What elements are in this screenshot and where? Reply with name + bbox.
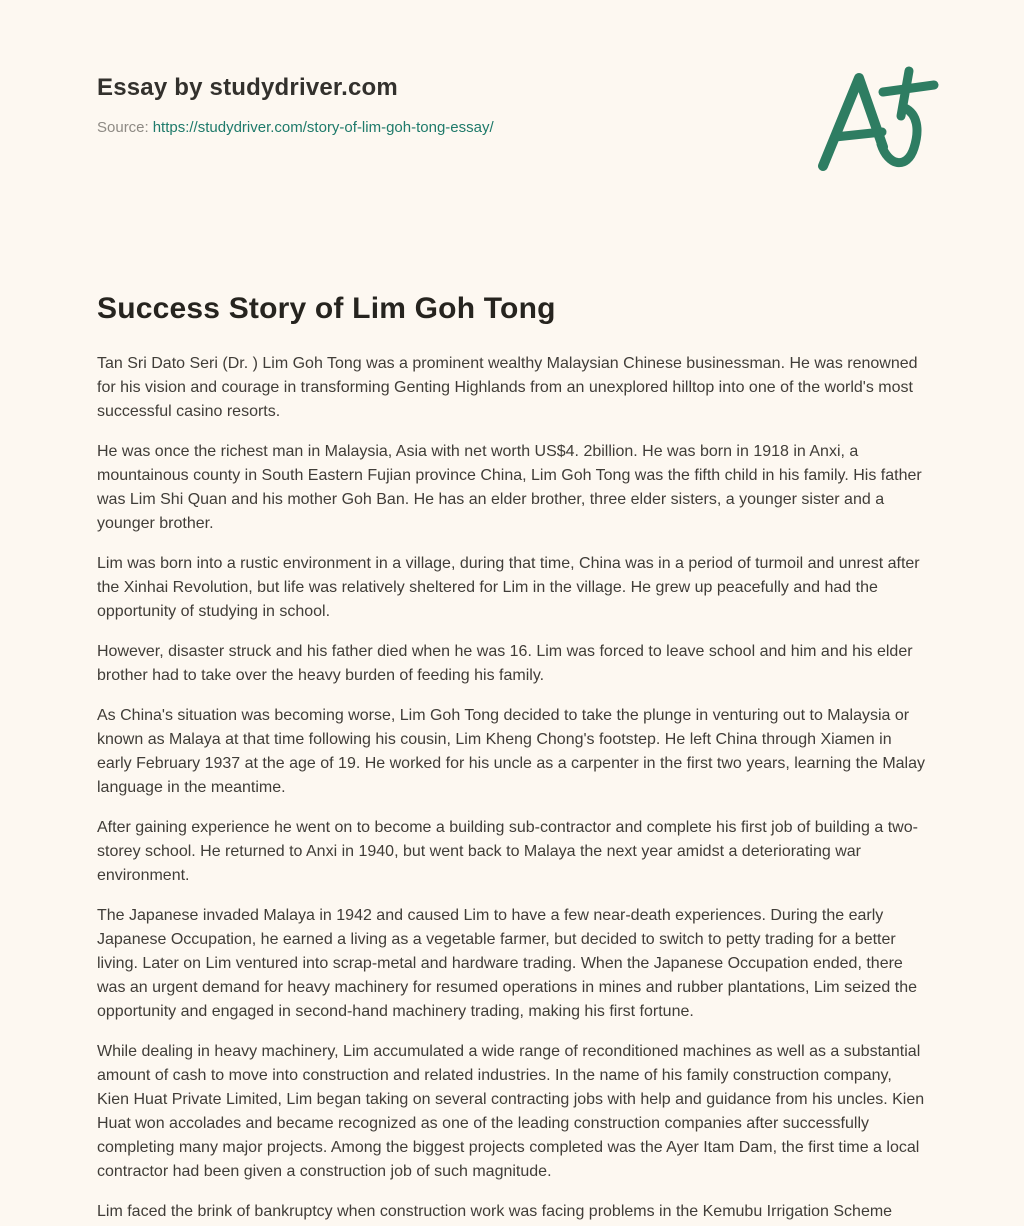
source-link[interactable]: https://studydriver.com/story-of-lim-goh-tong-essay/: [152, 119, 494, 136]
essay-paragraph: After gaining experience he went on to become a building sub-contractor and complete his first job of building a two-storey school. He returned to Anxi in 1940, but went back to Malaya the next year amidst a deteriorating war environment.: [97, 819, 918, 884]
essay-paragraph: He was once the richest man in Malaysia, Asia with net worth US$4. 2billion. He was born in 1918 in Anxi, a mountainous county in South Eastern Fujian province China, Lim Goh Tong was the fifth child in his family. His father was Lim Shi Quan and his mother Goh Ban. He has an elder brother, three elder sisters, a younger sister and a younger brother.: [97, 443, 922, 532]
a-plus-logo-icon: [810, 62, 942, 180]
essay-title: Success Story of Lim Goh Tong: [97, 292, 556, 325]
page-header: [97, 0, 928, 180]
essay-paragraph: However, disaster struck and his father died when he was 16. Lim was forced to leave school and him and his elder brother had to take over the heavy burden of feeding his family.: [97, 643, 913, 684]
essay-paragraph: Lim faced the brink of bankruptcy when construction work was facing problems in the Kemubu Irrigation Scheme: [97, 1203, 893, 1220]
essay-body: [97, 352, 928, 1224]
page-header-title: Essay by studydriver.com: [97, 74, 398, 101]
essay-paragraph: As China's situation was becoming worse, Lim Goh Tong decided to take the plunge in venturing out to Malaysia or known as Malaya at that time following his cousin, Lim Kheng Chong's footstep. He left China through Xiamen in early February 1937 at the age of 19. He worked for his uncle as a carpenter in the first two years, learning the Malay language in the meantime.: [97, 707, 925, 796]
header-text-block: [97, 60, 494, 136]
essay-paragraph: Tan Sri Dato Seri (Dr. ) Lim Goh Tong was a prominent wealthy Malaysian Chinese businessman. He was renowned for his vision and courage in transforming Genting Highlands from an unexplored hilltop into one of the world's most successful casino resorts.: [97, 355, 918, 420]
source-line: [97, 119, 494, 136]
essay-paragraph: Lim was born into a rustic environment in a village, during that time, China was in a period of turmoil and unrest after the Xinhai Revolution, but life was relatively sheltered for Lim in the village. He grew up peacefully and had the opportunity of studying in school.: [97, 555, 920, 620]
source-label: Source:: [97, 119, 149, 136]
essay-paragraph: The Japanese invaded Malaya in 1942 and caused Lim to have a few near-death experiences. During the early Japanese Occupation, he earned a living as a vegetable farmer, but decided to switch to petty trading for a better living. Later on Lim ventured into scrap-metal and hardware trading. When the Japanese Occupation ended, there was an urgent demand for heavy machinery for resumed operations in mines and rubber plantations, Lim seized the opportunity and engaged in second-hand machinery trading, making his first fortune.: [97, 907, 918, 1020]
essay-paragraph: While dealing in heavy machinery, Lim accumulated a wide range of reconditioned machines as well as a substantial amount of cash to move into construction and related industries. In the name of his family construction company, Kien Huat Private Limited, Lim began taking on several contracting jobs with help and guidance from his uncles. Kien Huat won accolades and became recognized as one of the leading construction companies after successfully completing many major projects. Among the biggest projects completed was the Ayer Itam Dam, the first time a local contractor had been given a construction job of such magnitude.: [97, 1043, 925, 1180]
